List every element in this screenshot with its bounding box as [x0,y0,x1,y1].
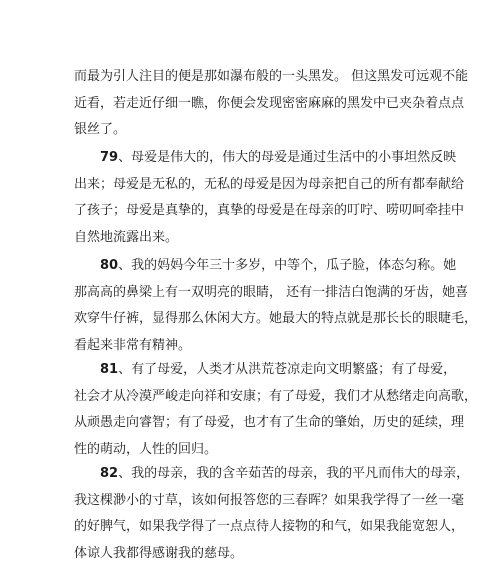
text-line: 自然地流露出来。 [74,225,434,252]
paragraph-number: 79 [100,150,118,165]
line-text: 、有了母爱，人类才从洪荒苍凉走向文明繁盛；有了母爱， [118,362,456,377]
text-line [74,145,434,172]
line-text: 、我的妈妈今年三十多岁，中等个，瓜子脸，体态匀称。她 [118,258,456,273]
text-line: 体谅人我都得感谢我的慈母。 [74,541,434,567]
paragraph-hair [74,64,434,144]
paragraph-number: 80 [100,258,118,273]
paragraph-82 [74,461,434,567]
text-line: 社会才从冷漠严峻走向祥和安康；有了母爱，我们才从愁绪走向高歌， [74,384,434,411]
text-line: 银丝了。 [74,117,434,144]
text-line: 了孩子；母爱是真挚的，真挚的母爱是在母亲的叮咛、唠叨呵牵挂中 [74,198,434,225]
paragraph-80 [74,253,434,359]
text-line: 出来；母爱是无私的，无私的母爱是因为母亲把自己的所有都奉献给 [74,172,434,199]
text-line: 我这棵渺小的寸草，该如何报答您的三春晖？如果我学得了一丝一毫 [74,488,434,515]
paragraph-number: 81 [100,362,118,377]
text-line [74,253,434,280]
line-text: 、我的母亲，我的含辛茹苦的母亲，我的平凡而伟大的母亲， [118,466,469,481]
paragraph-81 [74,357,434,463]
text-line: 看起来非常有精神。 [74,333,434,360]
text-line: 的好脾气，如果我学得了一点点待人接物的和气，如果我能宽恕人， [74,514,434,541]
text-line: 近看，若走近仔细一瞧，你便会发现密密麻麻的黑发中已夹杂着点点 [74,91,434,118]
text-line: 性的萌动，人性的回归。 [74,437,434,464]
line-text: 、母爱是伟大的，伟大的母爱是通过生活中的小事坦然反映 [118,150,456,165]
text-line: 欢穿牛仔裤，显得那么休闲大方。她最大的特点就是那长长的眼睫毛， [74,306,434,333]
paragraph-number: 82 [100,466,118,481]
text-line [74,357,434,384]
text-line: 而最为引人注目的便是那如瀑布般的一头黑发。 但这黑发可远观不能 [74,64,434,91]
text-line: 从顽愚走向睿智；有了母爱，也才有了生命的肇始，历史的延续，理 [74,410,434,437]
paragraph-79 [74,145,434,251]
text-line [74,461,434,488]
text-line: 那高高的鼻梁上有一双明亮的眼睛， 还有一排洁白饱满的牙齿，她喜 [74,280,434,307]
